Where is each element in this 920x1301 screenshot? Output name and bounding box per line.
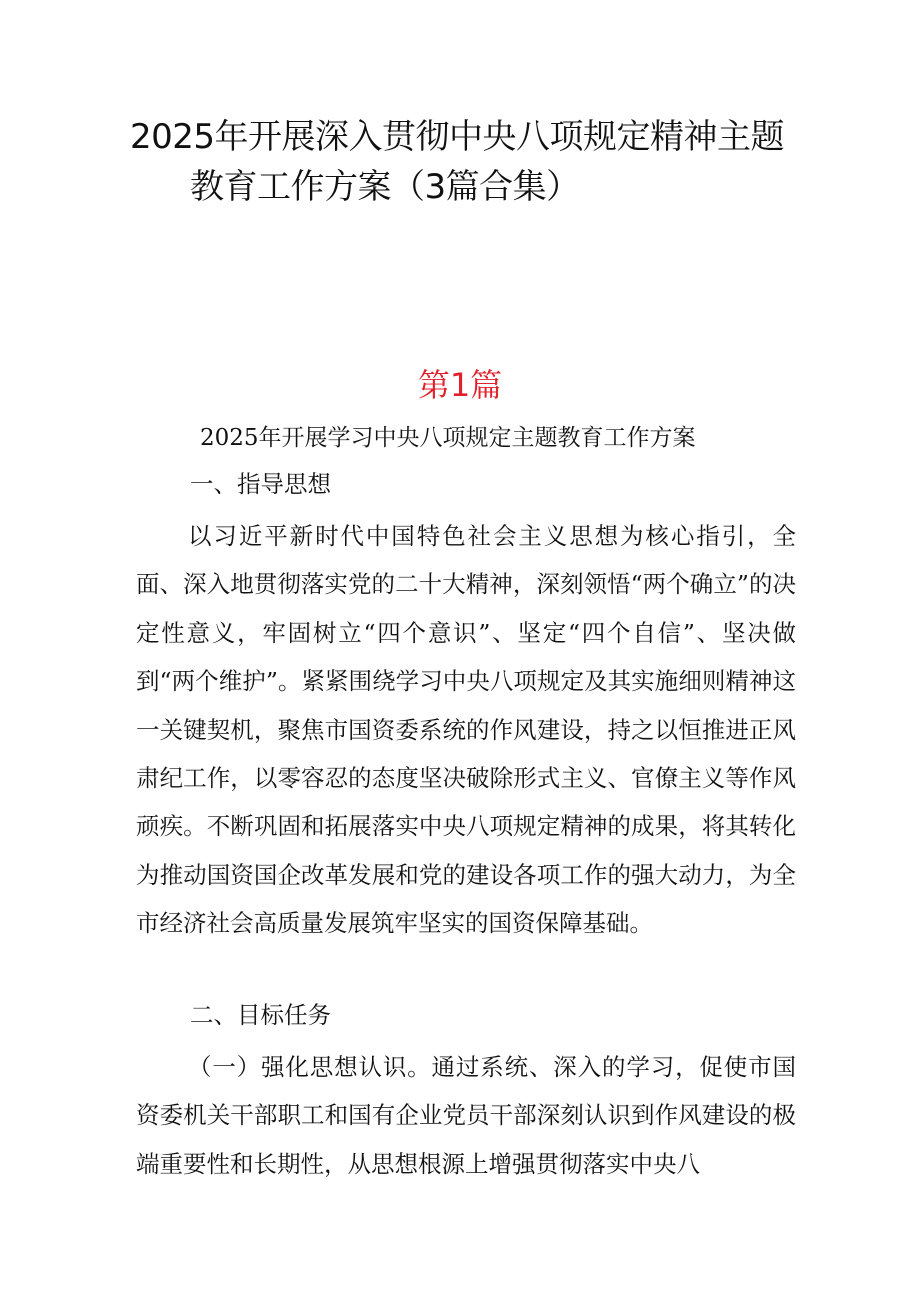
- goals-tasks-paragraph: [136, 1043, 796, 1188]
- paragraph-text: 以习近平新时代中国特色社会主义思想为核心指引，全面、深入地贯彻落实党的二十大精神，深刻领悟“两个确立”的决定性意义，牢固树立“四个意识”、坚定“四个自信”、坚决做到“两个维护”。紧紧围绕学习中央八项规定及其实施细则精神这一关键契机，聚焦市国资委系统的作风建设，持之以恒推进正风肃纪工作，以零容忍的态度坚决破除形式主义、官僚主义等作风顽疾。不断巩固和拓展落实中央八项规定精神的成果，将其转化为推动国资国企改革发展和党的建设各项工作的强大动力，为全市经济社会高质量发展筑牢坚实的国资保障基础。: [136, 522, 796, 938]
- section-heading-guiding-ideology: 一、指导思想: [190, 470, 331, 498]
- title-line-1: 2025年开展深入贯彻中央八项规定精神主题: [130, 117, 785, 157]
- title-line-2: 教育工作方案（3篇合集）: [190, 167, 580, 207]
- plan-subtitle: 2025年开展学习中央八项规定主题教育工作方案: [200, 425, 696, 451]
- part-heading: 第1篇: [417, 366, 503, 404]
- section-heading-goals-tasks: 二、目标任务: [190, 1001, 331, 1029]
- document-title: [130, 112, 810, 212]
- paragraph-text: （一）强化思想认识。通过系统、深入的学习，促使市国资委机关干部职工和国有企业党员干部深刻认识到作风建设的极端重要性和长期性，从思想根源上增强贯彻落实中央八: [136, 1053, 796, 1178]
- guiding-ideology-paragraph: [136, 512, 796, 948]
